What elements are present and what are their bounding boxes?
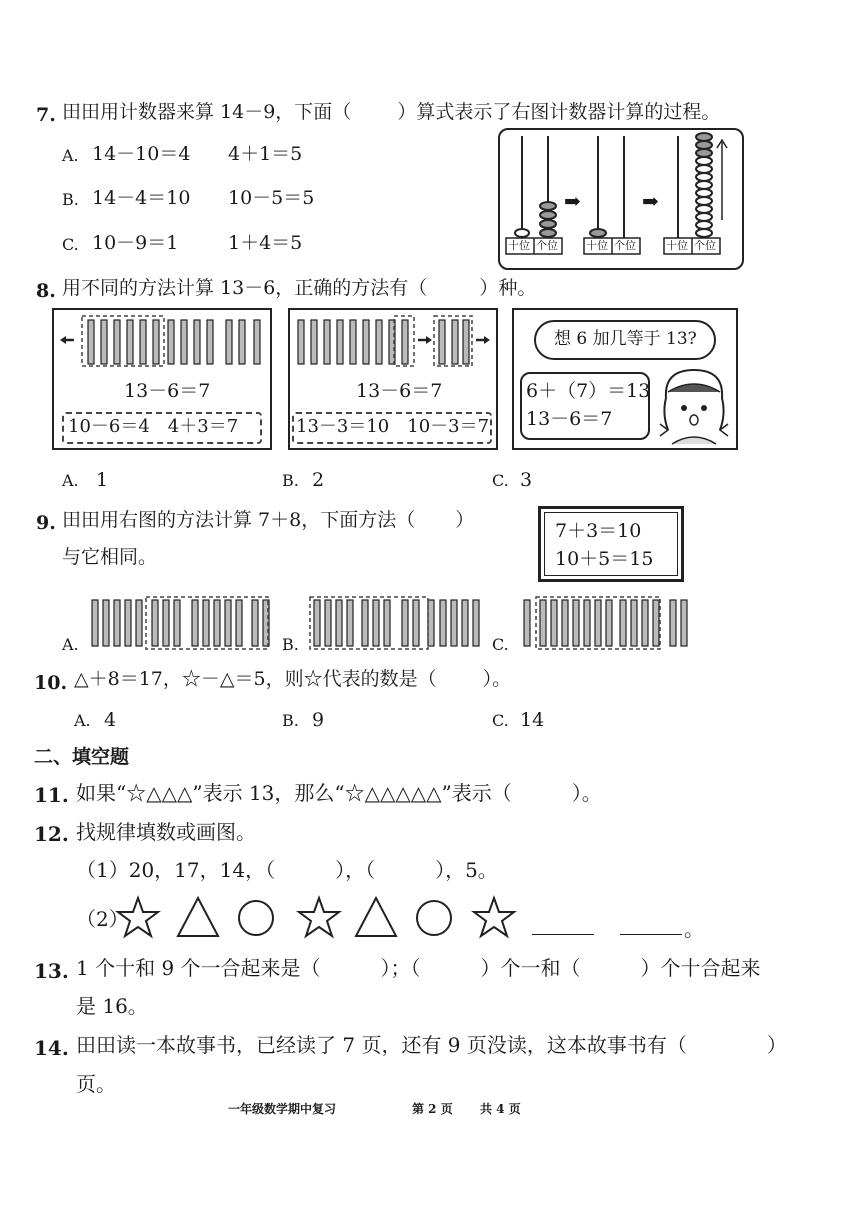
q12-part2-end: 。 <box>684 917 704 941</box>
q8-option-a-value: 1 <box>96 469 109 491</box>
q9-option-b-sticks <box>306 596 482 650</box>
abacus-diagram <box>498 128 744 270</box>
question-13-number: 13. <box>34 959 69 983</box>
question-10-stem <box>74 668 511 690</box>
q7-option-a-label: A. <box>62 146 79 165</box>
question-12-part2-label: （2） <box>76 907 129 931</box>
q8-option-c-value: 3 <box>520 469 533 491</box>
q8-panel-a <box>52 308 272 450</box>
question-9-number: 9. <box>36 512 56 534</box>
q7-option-b-eq1: 14－4＝10 <box>92 187 191 209</box>
question-10-number: 10. <box>34 672 68 694</box>
q9-box-line1: 7＋3＝10 <box>555 520 642 542</box>
footer-title: 一年级数学期中复习 <box>228 1102 337 1116</box>
q8-option-b-value: 2 <box>312 469 325 491</box>
q12-answer-blank-2[interactable] <box>620 934 682 935</box>
question-8-number: 8. <box>36 280 56 302</box>
abacus2-tens-label: 十位 <box>586 239 608 252</box>
q8-panel-c-line2: 13－6＝7 <box>526 408 613 430</box>
q10-option-a-value: 4 <box>104 709 117 731</box>
question-10-stem-end: ）。 <box>482 668 512 690</box>
q9-option-a-sticks <box>88 596 268 650</box>
q7-option-c-label: C. <box>62 235 79 254</box>
q8-option-a-label: A. <box>62 471 79 490</box>
question-7-stem <box>62 101 720 123</box>
sticks-bundle-b <box>290 310 496 370</box>
q9-option-c-sticks <box>520 596 690 650</box>
footer-total-pages: 共 4 页 <box>480 1102 521 1116</box>
q8-panel-b <box>288 308 498 450</box>
q7-option-a-eq2: 4＋1＝5 <box>228 143 303 165</box>
q10-option-b-label: B. <box>282 711 299 730</box>
q9-option-b-label: B. <box>282 635 299 654</box>
pattern-shapes <box>116 896 536 942</box>
q12-answer-blank-1[interactable] <box>532 934 594 935</box>
section-2-title: 二、填空题 <box>34 746 130 768</box>
question-7-number: 7. <box>36 104 56 126</box>
q7-option-a-eq1: 14－10＝4 <box>92 143 191 165</box>
question-8-stem-end: ）种。 <box>479 277 537 299</box>
q9-box-line2: 10＋5＝15 <box>555 548 654 570</box>
question-12-text: 找规律填数或画图。 <box>76 820 256 844</box>
arrow-right-icon: ➡ <box>642 189 659 213</box>
q9-option-c-label: C. <box>492 635 509 654</box>
question-14-line2: 页。 <box>76 1072 116 1096</box>
question-7-stem-start: 田田用计数器来算 14－9，下面（ <box>62 101 352 123</box>
triangle-icon <box>356 898 396 936</box>
question-9-stem-end: ） <box>455 509 475 531</box>
question-9-stem-start: 田田用右图的方法计算 7＋8，下面方法（ <box>62 509 416 531</box>
q9-method-box <box>538 506 684 582</box>
star-icon <box>474 898 514 936</box>
q7-option-c-eq1: 10－9＝1 <box>92 232 179 254</box>
question-9-stem-line2: 与它相同。 <box>62 546 158 568</box>
q10-option-b-value: 9 <box>312 709 325 731</box>
question-7-stem-end: ）算式表示了右图计数器计算的过程。 <box>397 101 721 123</box>
q7-option-b-eq2: 10－5＝5 <box>228 187 315 209</box>
q9-option-a-label: A. <box>62 635 79 654</box>
circle-icon <box>239 901 273 935</box>
q10-option-c-label: C. <box>492 711 509 730</box>
q8-panel-c-line1: 6＋（7）＝13 <box>526 380 651 402</box>
sticks-bundle-a <box>54 310 270 370</box>
q8-panel-b-steps: 13－3＝10 10－3＝7 <box>296 416 490 437</box>
triangle-icon <box>178 898 218 936</box>
q10-option-a-label: A. <box>74 711 91 730</box>
footer-page-number: 第 2 页 <box>412 1102 453 1116</box>
question-11-number: 11. <box>34 783 69 807</box>
q8-panel-c <box>512 308 738 450</box>
question-11-text: 如果“☆△△△”表示 13，那么“☆△△△△△”表示（ ）。 <box>76 781 602 805</box>
star-icon <box>299 898 339 936</box>
question-9-stem <box>62 509 474 531</box>
q7-option-b-label: B. <box>62 190 79 209</box>
abacus3-ones-label: 个位 <box>694 239 716 252</box>
arrow-right-icon: ➡ <box>564 189 581 213</box>
question-8-stem-start: 用不同的方法计算 13－6，正确的方法有（ <box>62 277 428 299</box>
question-14-line1: 田田读一本故事书，已经读了 7 页，还有 9 页没读，这本故事书有（ ） <box>76 1033 787 1057</box>
q7-option-c-eq2: 1＋4＝5 <box>228 232 303 254</box>
abacus1-tens-label: 十位 <box>508 239 530 252</box>
circle-icon <box>417 901 451 935</box>
q8-option-b-label: B. <box>282 471 299 490</box>
abacus1-ones-label: 个位 <box>536 239 558 252</box>
question-8-stem <box>62 277 536 299</box>
q8-bubble-text: 想 6 加几等于 13? <box>554 329 697 349</box>
question-13-line1: 1 个十和 9 个一合起来是（ ）；（ ）个一和（ ）个十合起来 <box>76 956 761 980</box>
q8-panel-b-equation: 13－6＝7 <box>356 380 443 402</box>
question-12-part1: （1）20，17，14，（ ），（ ），5。 <box>76 858 498 882</box>
q8-panel-a-equation: 13－6＝7 <box>124 380 211 402</box>
question-14-number: 14. <box>34 1036 69 1060</box>
q8-option-c-label: C. <box>492 471 509 490</box>
q8-panel-a-steps: 10－6＝4 4＋3＝7 <box>68 416 239 437</box>
abacus2-ones-label: 个位 <box>614 239 636 252</box>
star-icon <box>118 898 158 936</box>
girl-face-icon <box>654 364 734 444</box>
question-13-line2: 是 16。 <box>76 994 148 1018</box>
abacus3-tens-label: 十位 <box>666 239 688 252</box>
q10-option-c-value: 14 <box>520 709 545 731</box>
question-12-number: 12. <box>34 822 69 846</box>
question-10-stem-start: △＋8＝17，☆－△＝5，则☆代表的数是（ <box>74 668 437 690</box>
